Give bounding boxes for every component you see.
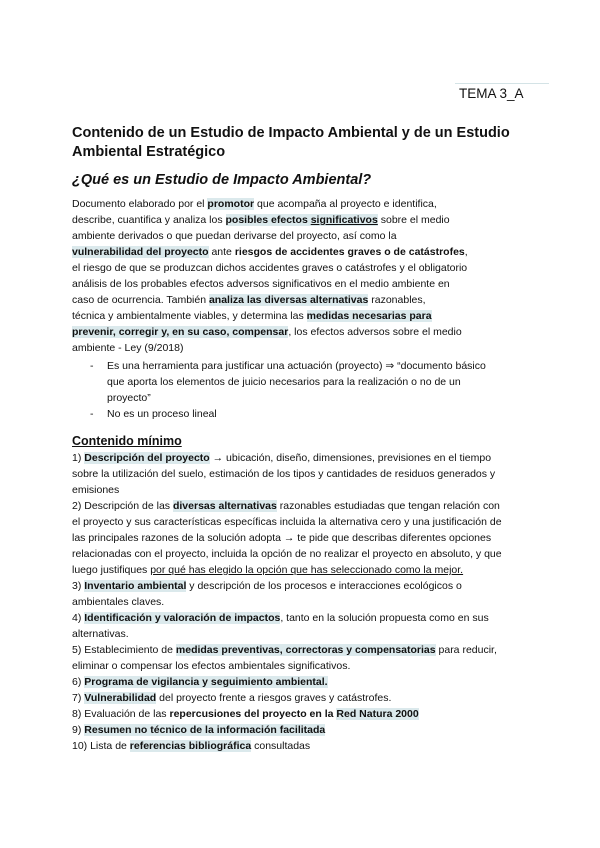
highlight: prevenir, corregir y, en su caso, compensar — [72, 326, 289, 338]
list-item: 8) Evaluación de las repercusiones del proyecto en la Red Natura 2000 — [72, 708, 419, 720]
document-title — [72, 124, 542, 162]
topic-tag: TEMA 3_A — [455, 83, 549, 104]
intro-line: prevenir, corregir y, en su caso, compensar, los efectos adversos sobre el medio — [72, 326, 462, 338]
list-item: 5) Establecimiento de medidas preventivas, correctoras y compensatorias para reducir, — [72, 644, 497, 656]
highlight: significativos — [310, 214, 378, 226]
intro-paragraph — [72, 196, 542, 356]
highlight: Inventario ambiental — [84, 580, 187, 592]
intro-line: el riesgo de que se produzcan dichos accidentes graves o catástrofes y el obligatorio — [72, 262, 468, 274]
list-item: 6) Programa de vigilancia y seguimiento ambiental. — [72, 676, 328, 688]
contents-list: 1) Descripción del proyecto → ubicación, diseño, dimensiones, previsiones en el tiempo sobre la utilización del suelo, estimación de los tipos y cantidades de residuos generados y emisiones 2) Descripción de las diversas alternativas razonables estudiadas que tengan relación con el proyecto y sus características específicas incluida la alternativa cero y una justificación de las principales razones de la solución adopta → te pide que describas diferentes opciones relacionadas con el proyecto, incluida la opción de no realizar el proyecto en absoluto, y que luego justifiques por qué has elegido la opción que has seleccionado como la mejor. 3) Inventario ambiental y descripción de los procesos e interacciones ecológicos o ambientales claves. 4) Identificación y valoración de impactos, tanto en la solución propuesta como en sus alternativas. 5) Establecimiento de medidas preventivas, correctoras y compensatorias para reducir, eliminar o compensar los efectos ambientales significativos. 6) Programa de vigilancia y seguimiento ambiental. 7) Vulnerabilidad del proyecto frente a riesgos graves y catástrofes. 8) Evaluación de las repercusiones del proyecto en la Red Natura 2000 9) Resumen no técnico de la información facilitada 10) Lista de referencias bibliográfica consultadas — [72, 450, 542, 754]
list-item: 2) Descripción de las diversas alternativas razonables estudiadas que tengan relación con — [72, 500, 500, 512]
highlight: Vulnerabilidad — [84, 692, 157, 704]
list-item: - No es un proceso lineal — [90, 408, 217, 420]
highlight: Red Natura 2000 — [336, 708, 419, 720]
title-line: Contenido de un Estudio de Impacto Ambiental y de un Estudio — [72, 125, 510, 141]
contents-heading: Contenido mínimo — [72, 434, 182, 448]
intro-line: técnica y ambientalmente viables, y determina las medidas necesarias para — [72, 310, 432, 322]
dash-bullet: - — [90, 360, 94, 372]
title-line: Ambiental Estratégico — [72, 144, 226, 160]
list-item: - Es una herramienta para justificar una actuación (proyecto) ⇒ “documento básico que aporta los elementos de juicio necesarios para la realización o no de un proyecto” — [90, 360, 486, 404]
highlight: analiza las diversas alternativas — [208, 294, 369, 306]
highlight: medidas necesarias para — [306, 310, 432, 322]
highlight: posibles efectos — [225, 214, 308, 226]
highlight: vulnerabilidad del proyecto — [72, 246, 209, 258]
bullet-list — [90, 358, 530, 422]
intro-line: caso de ocurrencia. También analiza las diversas alternativas razonables, — [72, 294, 426, 306]
list-item: 10) Lista de referencias bibliográfica consultadas — [72, 740, 311, 752]
highlight: medidas preventivas, correctoras y compensatorias — [175, 644, 436, 656]
highlight: diversas alternativas — [172, 500, 277, 512]
dash-bullet: - — [90, 408, 94, 420]
intro-line: ambiente derivados o que puedan derivarse del proyecto, así como la — [72, 230, 397, 242]
highlight: Resumen no técnico de la información facilitada — [84, 724, 326, 736]
highlight: Identificación y valoración de impactos — [84, 612, 281, 624]
intro-line: Documento elaborado por el promotor que acompaña al proyecto e identifica, — [72, 198, 437, 210]
intro-line: ambiente - Ley (9/2018) — [72, 342, 184, 354]
list-item: 4) Identificación y valoración de impactos, tanto en la solución propuesta como en sus — [72, 612, 489, 624]
highlight: referencias bibliográfica — [129, 740, 252, 752]
highlight: Programa de vigilancia y seguimiento ambiental. — [84, 676, 328, 688]
section-question: ¿Qué es un Estudio de Impacto Ambiental? — [72, 172, 372, 188]
list-item: 1) Descripción del proyecto → ubicación, diseño, dimensiones, previsiones en el tiempo — [72, 452, 492, 464]
intro-line: describe, cuantifica y analiza los posibles efectos significativos sobre el medio — [72, 214, 450, 226]
list-item: 9) Resumen no técnico de la información facilitada — [72, 724, 326, 736]
highlight: Descripción del proyecto — [84, 452, 210, 464]
intro-line: vulnerabilidad del proyecto ante riesgos de accidentes graves o de catástrofes, — [72, 246, 468, 258]
highlight: promotor — [207, 198, 255, 210]
intro-line: análisis de los probables efectos adversos significativos en el medio ambiente en — [72, 278, 450, 290]
list-item: 3) Inventario ambiental y descripción de los procesos e interacciones ecológicos o — [72, 580, 462, 592]
list-item: 7) Vulnerabilidad del proyecto frente a riesgos graves y catástrofes. — [72, 692, 392, 704]
